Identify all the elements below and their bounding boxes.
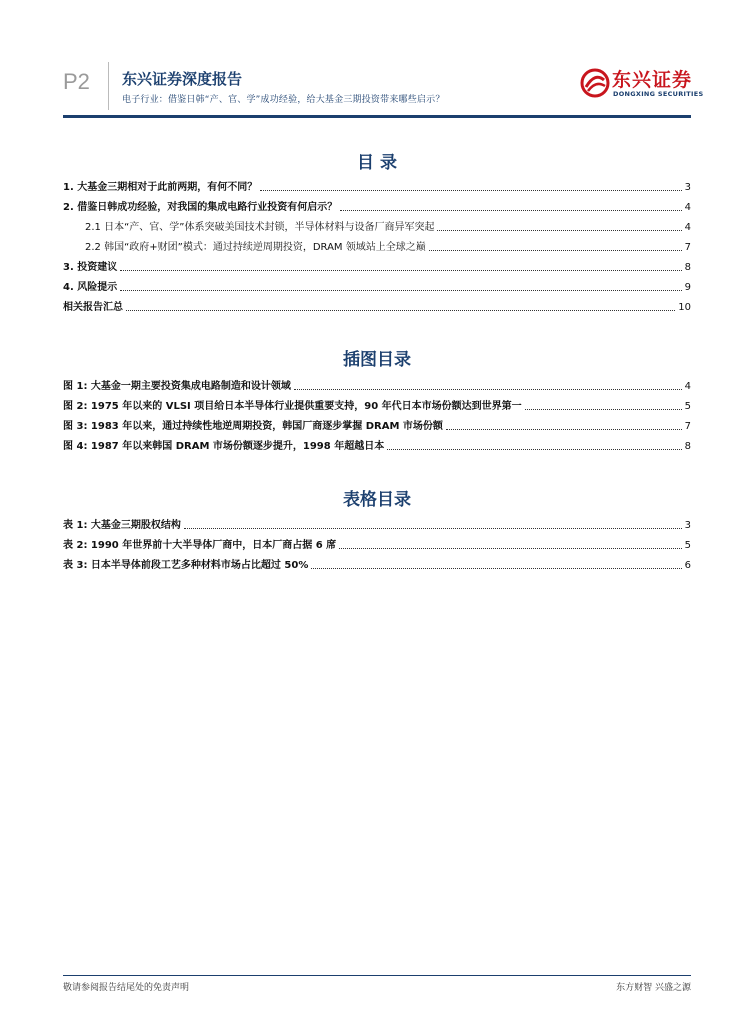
figure-entry-label: 图 2: 1975 年以来的 VLSI 项目给日本半导体行业提供重要支持，90 年代日本市场份额达到世界第一 [63, 401, 522, 412]
logo-chinese-text: 东兴证券 [612, 69, 693, 91]
toc-leader-dots [120, 270, 681, 271]
toc-entry-label: 相关报告汇总 [63, 302, 123, 313]
figure-entry-label: 图 3: 1983 年以来，通过持续性地逆周期投资，韩国厂商逐步掌握 DRAM 市场份额 [63, 421, 443, 432]
header-rule [63, 115, 691, 118]
toc-entry[interactable] [63, 260, 691, 274]
toc-leader-dots [437, 230, 681, 231]
page-number: P2 [63, 69, 90, 94]
figure-entry[interactable] [63, 439, 691, 453]
figure-entry[interactable] [63, 399, 691, 413]
figure-entry-page: 4 [684, 381, 691, 392]
toc-entry-page: 8 [684, 262, 691, 273]
toc-entry[interactable] [63, 200, 691, 214]
page-header [0, 0, 755, 120]
toc-entry-label: 2.1 日本“产、官、学”体系突破美国技术封锁，半导体材料与设备厂商异军突起 [85, 222, 435, 233]
toc-entry-page: 4 [684, 202, 691, 213]
footer-disclaimer: 敬请参阅报告结尾处的免责声明 [63, 983, 190, 993]
figure-entry-page: 8 [684, 441, 691, 452]
footer-slogan: 东方财智 兴盛之源 [616, 983, 691, 993]
toc-leader-dots [525, 409, 682, 410]
table-entry-page: 3 [684, 520, 691, 531]
table-entry[interactable] [63, 558, 691, 572]
toc-leader-dots [387, 449, 681, 450]
logo-english-text: DONGXING SECURITIES [613, 90, 704, 98]
toc-leader-dots [339, 548, 681, 549]
toc-leader-dots [294, 389, 682, 390]
toc-entry[interactable] [63, 180, 691, 194]
toc-subentry[interactable] [63, 240, 691, 254]
toc-leader-dots [446, 429, 682, 430]
toc-entry-page: 3 [684, 182, 691, 193]
toc-entry[interactable] [63, 300, 691, 314]
table-entry-page: 5 [684, 540, 691, 551]
figure-entry[interactable] [63, 419, 691, 433]
figure-entry-label: 图 4: 1987 年以来韩国 DRAM 市场份额逐步提升，1998 年超越日本 [63, 441, 385, 452]
figure-entry-page: 7 [684, 421, 691, 432]
figures-title: 插图目录 [343, 350, 411, 370]
footer-rule [63, 975, 691, 976]
table-entry-page: 6 [684, 560, 691, 571]
table-entry[interactable] [63, 538, 691, 552]
logo-mark-icon [580, 68, 610, 98]
toc-subentry[interactable] [63, 220, 691, 234]
company-logo [580, 68, 704, 102]
toc-leader-dots [184, 528, 682, 529]
toc-leader-dots [340, 210, 681, 211]
toc-leader-dots [260, 190, 681, 191]
toc-leader-dots [429, 250, 682, 251]
report-subtitle: 电子行业：借鉴日韩“产、官、学”成功经验，给大基金三期投资带来哪些启示？ [122, 95, 445, 105]
table-entry[interactable] [63, 518, 691, 532]
table-entry-label: 表 3: 日本半导体前段工艺多种材料市场占比超过 50% [63, 560, 309, 571]
tables-title: 表格目录 [343, 490, 411, 510]
toc-entry-label: 4. 风险提示 [63, 282, 118, 293]
toc-entry-page: 9 [684, 282, 691, 293]
toc-entry-page: 10 [678, 302, 691, 313]
table-entry-label: 表 1: 大基金三期股权结构 [63, 520, 181, 531]
toc-entry-label: 2.2 韩国“政府+财团”模式：通过持续逆周期投资，DRAM 领域站上全球之巅 [85, 242, 426, 253]
toc-leader-dots [120, 290, 681, 291]
toc-entry-label: 2. 借鉴日韩成功经验，对我国的集成电路行业投资有何启示？ [63, 202, 338, 213]
header-divider [108, 62, 109, 110]
figure-entry[interactable] [63, 379, 691, 393]
toc-entry-page: 7 [684, 242, 691, 253]
toc-title: 目 录 [357, 153, 397, 173]
table-entry-label: 表 2: 1990 年世界前十大半导体厂商中，日本厂商占据 6 席 [63, 540, 337, 551]
toc-entry-label: 3. 投资建议 [63, 262, 118, 273]
figure-entry-label: 图 1: 大基金一期主要投资集成电路制造和设计领域 [63, 381, 291, 392]
toc-leader-dots [126, 310, 675, 311]
figure-entry-page: 5 [684, 401, 691, 412]
toc-leader-dots [311, 568, 681, 569]
toc-entry-label: 1. 大基金三期相对于此前两期，有何不同？ [63, 182, 258, 193]
report-brand-title: 东兴证券深度报告 [122, 70, 243, 88]
toc-entry-page: 4 [684, 222, 691, 233]
toc-entry[interactable] [63, 280, 691, 294]
